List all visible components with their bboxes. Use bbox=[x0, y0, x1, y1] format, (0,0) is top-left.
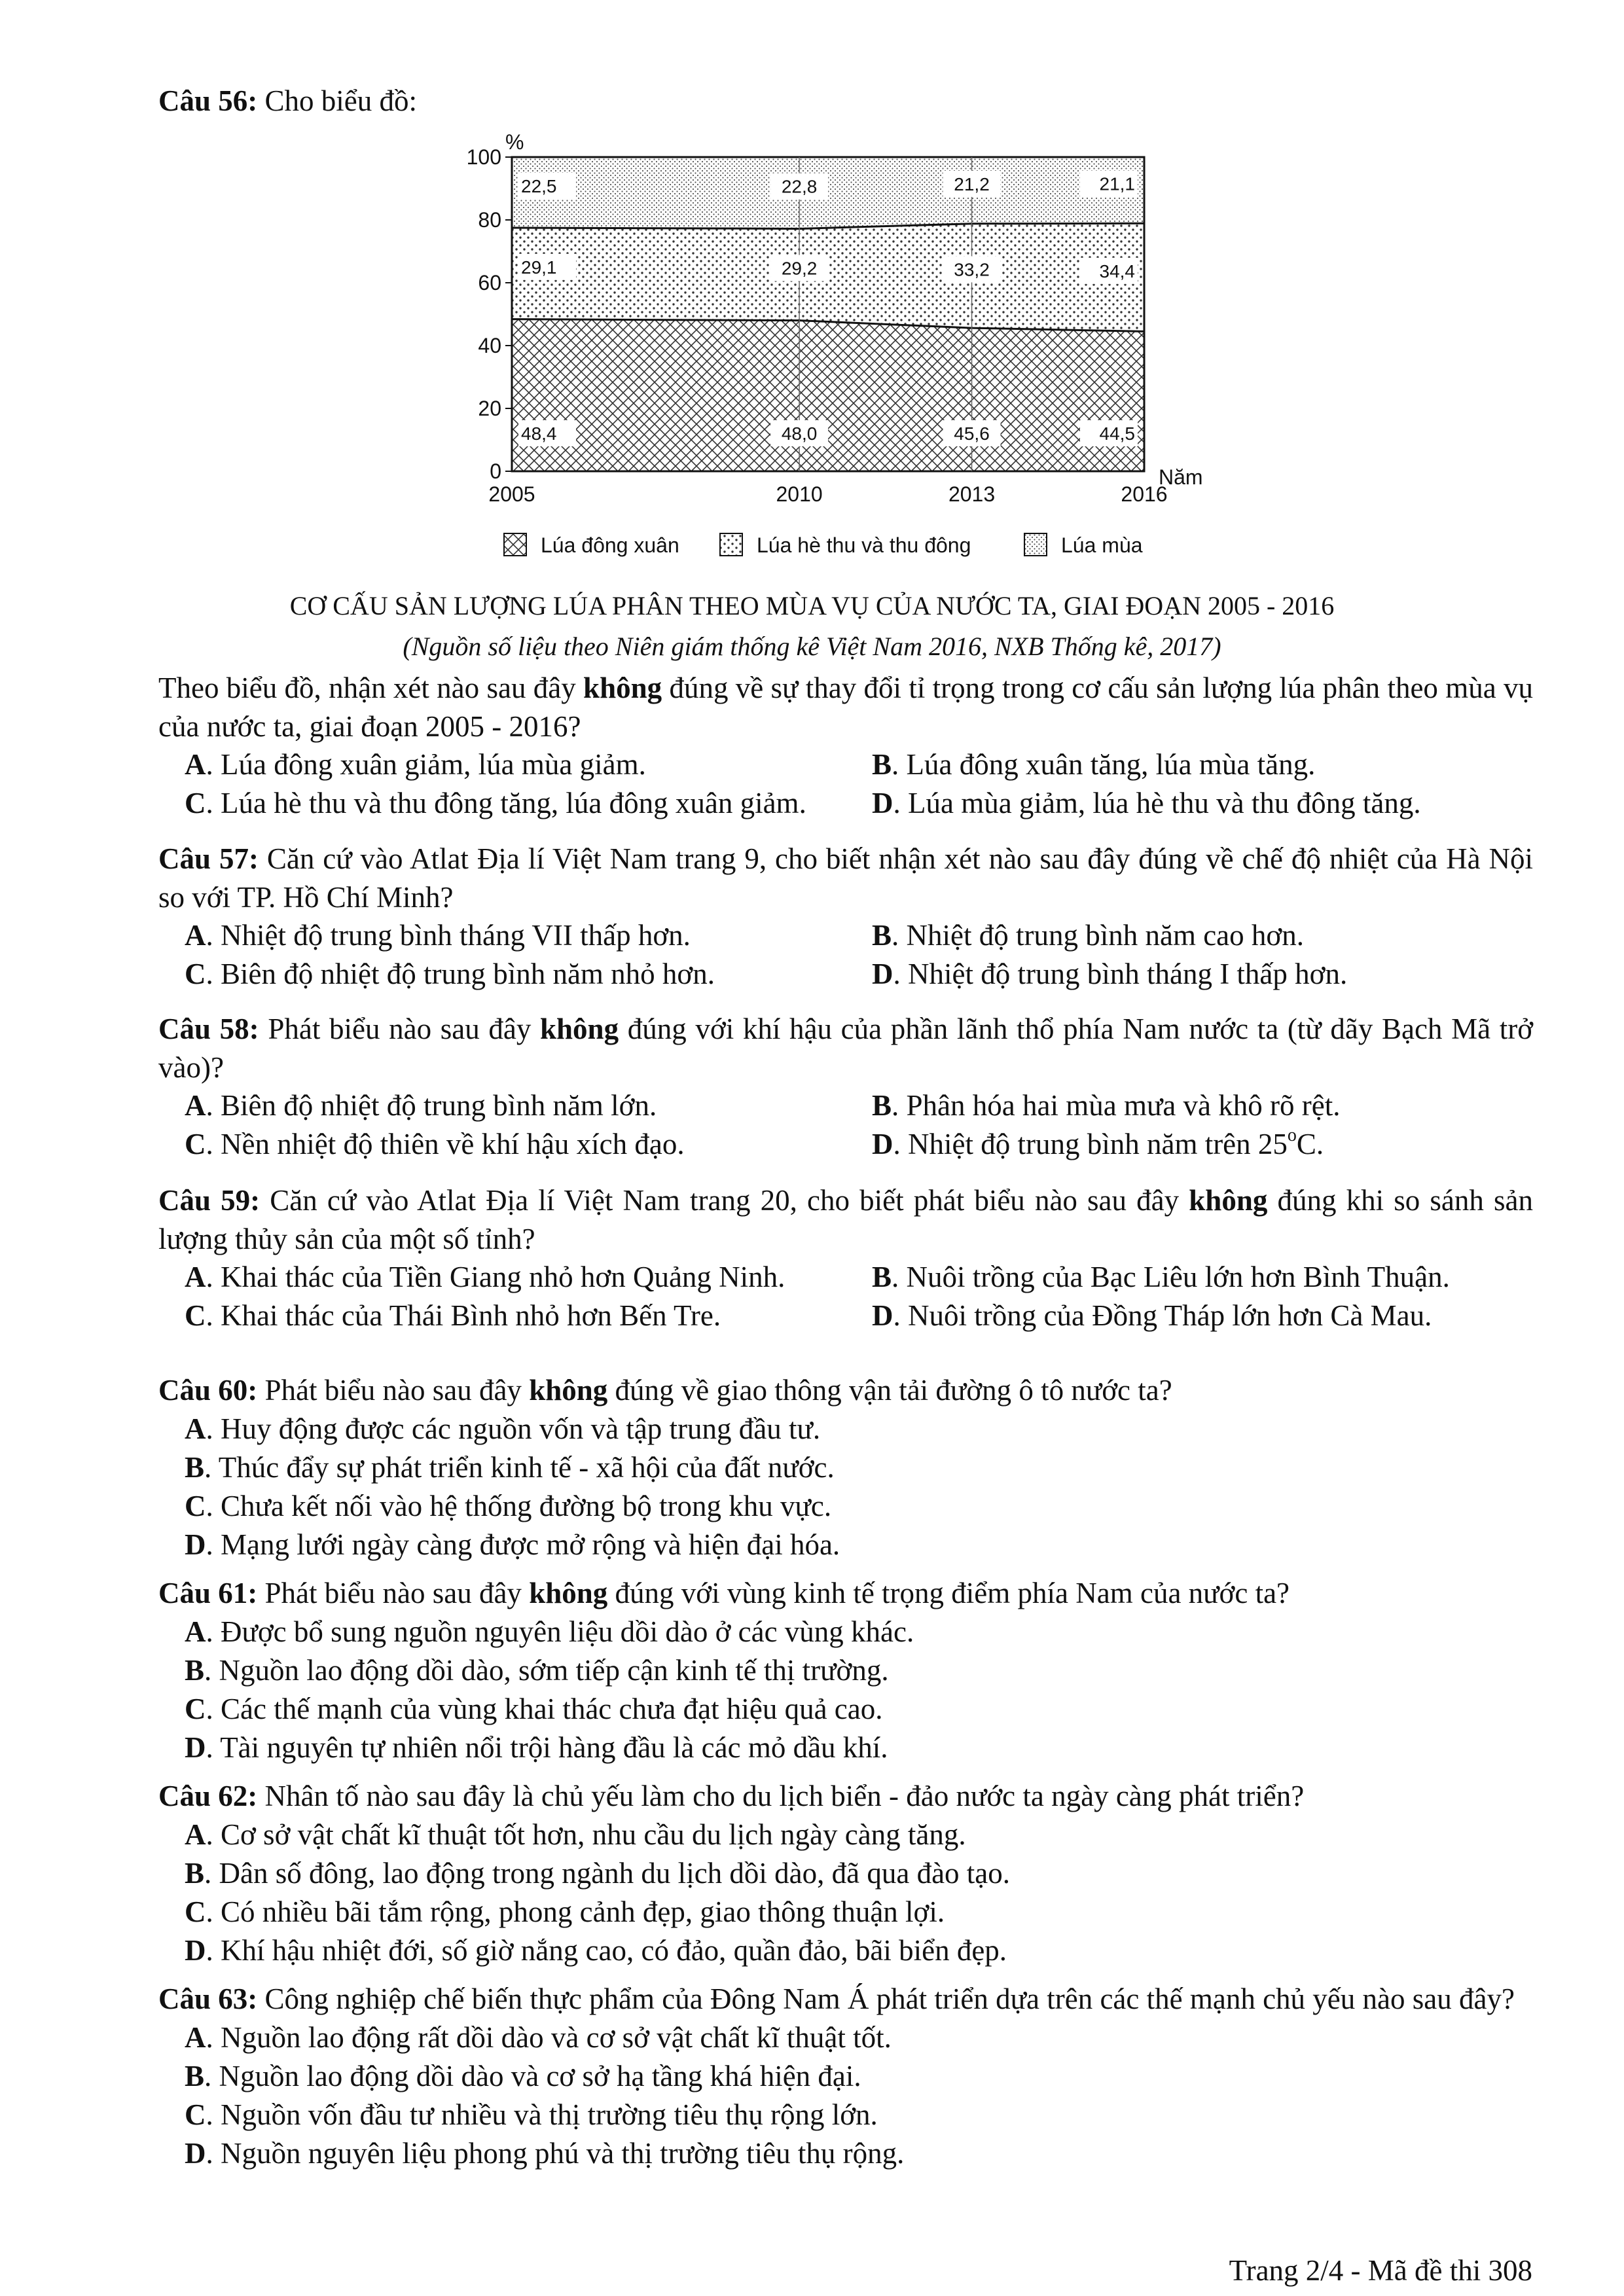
q60-option-c[interactable]: C. Chưa kết nối vào hệ thống đường bộ trong khu vực. bbox=[185, 1489, 832, 1522]
q61-number: Câu 61: bbox=[158, 1577, 258, 1609]
data-label: 22,8 bbox=[781, 176, 818, 197]
legend-swatch bbox=[720, 533, 742, 556]
option-letter: D bbox=[185, 1933, 206, 1967]
q60-stem-part2: đúng về giao thông vận tải đường ô tô nước ta? bbox=[615, 1374, 1172, 1407]
option-letter: D bbox=[185, 1731, 206, 1764]
q61-option-d[interactable]: D. Tài nguyên tự nhiên nổi trội hàng đầu là các mỏ dầu khí. bbox=[185, 1731, 888, 1764]
q56-option-b[interactable]: B. Lúa đông xuân tăng, lúa mùa tăng. bbox=[872, 748, 1316, 781]
option-text: Dân số đông, lao động trong ngành du lịch dồi dào, đã qua đào tạo. bbox=[219, 1856, 1011, 1890]
option-text: Nuôi trồng của Bạc Liêu lớn hơn Bình Thuận. bbox=[906, 1261, 1450, 1293]
option-letter: A bbox=[185, 1412, 206, 1445]
data-label: 29,1 bbox=[521, 257, 557, 278]
option-letter: C bbox=[185, 1895, 206, 1928]
q61-option-b[interactable]: B. Nguồn lao động dồi dào, sớm tiếp cận kinh tế thị trường. bbox=[185, 1653, 889, 1687]
option-letter: A bbox=[185, 1089, 206, 1122]
option-text: Các thế mạnh của vùng khai thác chưa đạt hiệu quả cao. bbox=[221, 1692, 883, 1725]
q58-option-d[interactable]: D. Nhiệt độ trung bình năm trên 25$^o$C. bbox=[872, 1125, 1324, 1160]
y-tick-label: 20 bbox=[478, 397, 501, 420]
option-letter: D bbox=[185, 2136, 206, 2170]
y-tick-label: 40 bbox=[478, 334, 501, 357]
option-letter: A bbox=[185, 748, 206, 781]
q62-option-a[interactable]: A. Cơ sở vật chất kĩ thuật tốt hơn, nhu cầu du lịch ngày càng tăng. bbox=[185, 1818, 966, 1851]
degree-sup: o bbox=[1287, 1125, 1297, 1145]
legend-label: Lúa hè thu và thu đông bbox=[757, 533, 971, 557]
q56-option-c[interactable]: C. Lúa hè thu và thu đông tăng, lúa đông xuân giảm. bbox=[185, 787, 806, 819]
option-text: Nền nhiệt độ thiên về khí hậu xích đạo. bbox=[221, 1128, 685, 1160]
option-letter: C bbox=[185, 2098, 206, 2131]
q61 bbox=[158, 1574, 1533, 1767]
option-text: Nguồn lao động dồi dào và cơ sở hạ tầng khá hiện đại. bbox=[219, 2059, 861, 2092]
option-letter: D bbox=[872, 1299, 893, 1332]
q59-number: Câu 59: bbox=[158, 1184, 261, 1217]
option-letter: C bbox=[185, 958, 206, 990]
q59-stem-part2: đúng khi so sánh sản lượng thủy sản của một số tỉnh? bbox=[158, 1184, 1534, 1255]
option-letter: A bbox=[185, 1261, 206, 1293]
q58-options-row1 bbox=[158, 1086, 1533, 1125]
q59-option-a[interactable]: A. Khai thác của Tiền Giang nhỏ hơn Quảng Ninh. bbox=[185, 1261, 785, 1293]
option-text: Nguồn lao động dồi dào, sớm tiếp cận kinh tế thị trường. bbox=[219, 1653, 889, 1687]
data-label: 34,4 bbox=[1099, 260, 1135, 281]
q57-options-row2 bbox=[158, 955, 1533, 994]
q63-stem-text: Công nghiệp chế biến thực phẩm của Đông Nam Á phát triển dựa trên các thế mạnh chủ yếu nào sau đây? bbox=[264, 1982, 1515, 2015]
q59-option-d[interactable]: D. Nuôi trồng của Đồng Tháp lớn hơn Cà Mau. bbox=[872, 1299, 1432, 1332]
option-text: Khí hậu nhiệt đới, số giờ nắng cao, có đảo, quần đảo, bãi biển đẹp. bbox=[221, 1933, 1007, 1967]
data-label: 48,0 bbox=[781, 423, 818, 444]
q60-stem bbox=[158, 1371, 1533, 1410]
option-letter: B bbox=[185, 1653, 205, 1687]
q60-option-a[interactable]: A. Huy động được các nguồn vốn và tập trung đầu tư. bbox=[185, 1412, 821, 1445]
option-letter: D bbox=[872, 787, 893, 819]
option-text: Lúa đông xuân tăng, lúa mùa tăng. bbox=[906, 748, 1316, 781]
q56-stem-bold: không bbox=[583, 672, 662, 704]
q62-stem bbox=[158, 1777, 1533, 1816]
q56-body bbox=[158, 669, 1533, 823]
q57-options-row1 bbox=[158, 916, 1533, 955]
q56-option-a[interactable]: A. Lúa đông xuân giảm, lúa mùa giảm. bbox=[185, 748, 646, 781]
data-label: 21,1 bbox=[1099, 173, 1135, 194]
q57 bbox=[158, 840, 1533, 994]
q59-stem-part1: Căn cứ vào Atlat Địa lí Việt Nam trang 20, cho biết phát biểu nào sau đây bbox=[270, 1184, 1180, 1217]
q59-stem-bold: không bbox=[1189, 1184, 1268, 1217]
option-text: Nuôi trồng của Đồng Tháp lớn hơn Cà Mau. bbox=[908, 1299, 1432, 1332]
option-letter: C bbox=[185, 1128, 206, 1160]
page-footer: Trang 2/4 - Mã đề thi 308 bbox=[1229, 2254, 1532, 2287]
q63-option-a[interactable]: A. Nguồn lao động rất dồi dào và cơ sở vật chất kĩ thuật tốt. bbox=[185, 2020, 892, 2054]
legend-swatch bbox=[504, 533, 526, 556]
option-letter: C bbox=[185, 1692, 206, 1725]
option-letter: B bbox=[872, 1261, 892, 1293]
option-text: Phân hóa hai mùa mưa và khô rõ rệt. bbox=[906, 1089, 1341, 1122]
q56-intro: Cho biểu đồ: bbox=[264, 84, 418, 117]
option-text: Nguồn lao động rất dồi dào và cơ sở vật chất kĩ thuật tốt. bbox=[221, 2020, 892, 2054]
option-text: Lúa mùa giảm, lúa hè thu và thu đông tăng. bbox=[908, 787, 1421, 819]
q63-option-d[interactable]: D. Nguồn nguyên liệu phong phú và thị trường tiêu thụ rộng. bbox=[185, 2136, 905, 2170]
q57-number: Câu 57: bbox=[158, 842, 259, 875]
option-letter: C bbox=[185, 787, 206, 819]
data-label: 21,2 bbox=[954, 173, 990, 194]
chart-legend bbox=[504, 533, 1143, 557]
q60-option-d[interactable]: D. Mạng lưới ngày càng được mở rộng và hiện đại hóa. bbox=[185, 1528, 840, 1561]
q61-stem-part1: Phát biểu nào sau đây bbox=[264, 1577, 522, 1609]
q60-option-b[interactable]: B. Thúc đẩy sự phát triển kinh tế - xã hội của đất nước. bbox=[185, 1450, 835, 1484]
option-letter: A bbox=[185, 1818, 206, 1851]
q58-option-c[interactable]: C. Nền nhiệt độ thiên về khí hậu xích đạo. bbox=[185, 1128, 685, 1160]
data-label: 29,2 bbox=[781, 258, 818, 279]
x-tick-label: 2005 bbox=[488, 482, 535, 506]
q59-stem bbox=[158, 1181, 1533, 1258]
q62-option-b[interactable]: B. Dân số đông, lao động trong ngành du lịch dồi dào, đã qua đào tạo. bbox=[185, 1856, 1011, 1890]
legend-swatch bbox=[1024, 533, 1047, 556]
option-letter: D bbox=[872, 1128, 893, 1160]
y-tick-label: 80 bbox=[478, 208, 501, 232]
q60-number: Câu 60: bbox=[158, 1374, 258, 1407]
q62 bbox=[158, 1777, 1533, 1970]
y-tick-label: 100 bbox=[466, 145, 501, 169]
option-text: Được bổ sung nguồn nguyên liệu dồi dào ở các vùng khác. bbox=[221, 1615, 914, 1648]
y-tick-label: 60 bbox=[478, 271, 501, 295]
legend-label: Lúa mùa bbox=[1061, 533, 1143, 557]
q62-number: Câu 62: bbox=[158, 1780, 258, 1812]
rice-structure-chart bbox=[0, 0, 1624, 589]
q56-option-d[interactable]: D. Lúa mùa giảm, lúa hè thu và thu đông tăng. bbox=[872, 787, 1421, 819]
q57-option-a[interactable]: A. Nhiệt độ trung bình tháng VII thấp hơn. bbox=[185, 919, 691, 952]
q57-stem bbox=[158, 840, 1533, 916]
option-letter: B bbox=[185, 2059, 205, 2092]
option-text: Nhiệt độ trung bình năm trên 25 bbox=[908, 1128, 1288, 1160]
option-text: Chưa kết nối vào hệ thống đường bộ trong khu vực. bbox=[221, 1489, 832, 1522]
q58-stem bbox=[158, 1010, 1533, 1086]
x-tick-label: 2013 bbox=[948, 482, 996, 506]
q61-stem-part2: đúng với vùng kinh tế trọng điểm phía Nam của nước ta? bbox=[615, 1577, 1290, 1609]
q60-stem-part1: Phát biểu nào sau đây bbox=[264, 1374, 522, 1407]
q56-options-row2 bbox=[158, 784, 1533, 823]
q62-stem-text: Nhân tố nào sau đây là chủ yếu làm cho du lịch biển - đảo nước ta ngày càng phát triển? bbox=[264, 1780, 1305, 1812]
option-letter: B bbox=[185, 1450, 205, 1484]
option-text: Nguồn nguyên liệu phong phú và thị trường tiêu thụ rộng. bbox=[221, 2136, 905, 2170]
q63-number: Câu 63: bbox=[158, 1982, 258, 2015]
option-letter: D bbox=[185, 1528, 206, 1561]
x-tick-label: 2010 bbox=[776, 482, 823, 506]
q62-option-c[interactable]: C. Có nhiều bãi tắm rộng, phong cảnh đẹp, giao thông thuận lợi. bbox=[185, 1895, 945, 1928]
option-text: Nhiệt độ trung bình năm cao hơn. bbox=[906, 919, 1304, 952]
option-text: Lúa hè thu và thu đông tăng, lúa đông xuân giảm. bbox=[221, 787, 806, 819]
q62-option-d[interactable]: D. Khí hậu nhiệt đới, số giờ nắng cao, có đảo, quần đảo, bãi biển đẹp. bbox=[185, 1933, 1007, 1967]
q59 bbox=[158, 1181, 1533, 1335]
option-text: Tài nguyên tự nhiên nổi trội hàng đầu là các mỏ dầu khí. bbox=[220, 1731, 888, 1764]
data-label: 45,6 bbox=[954, 423, 990, 444]
q59-option-c[interactable]: C. Khai thác của Thái Bình nhỏ hơn Bến Tre. bbox=[185, 1299, 721, 1332]
q59-options-row1 bbox=[158, 1258, 1533, 1297]
option-letter: B bbox=[872, 1089, 892, 1122]
legend-label: Lúa đông xuân bbox=[541, 533, 679, 557]
option-text: Huy động được các nguồn vốn và tập trung đầu tư. bbox=[221, 1412, 821, 1445]
q56-stem-part2: đúng về sự thay đổi tỉ trọng trong cơ cấu sản lượng lúa phân theo mùa vụ của nước ta, giai đoạn 2005 - 2016? bbox=[158, 672, 1534, 743]
q56-stem bbox=[158, 669, 1533, 745]
chart-caption: CƠ CẤU SẢN LƯỢNG LÚA PHÂN THEO MÙA VỤ CỦA NƯỚC TA, GIAI ĐOẠN 2005 - 2016 bbox=[289, 591, 1335, 620]
option-letter: A bbox=[185, 919, 206, 952]
option-letter: B bbox=[872, 919, 892, 952]
option-letter: B bbox=[872, 748, 892, 781]
option-text: Mạng lưới ngày càng được mở rộng và hiện đại hóa. bbox=[221, 1528, 840, 1561]
y-tick-label: 0 bbox=[490, 459, 501, 483]
q58-stem-part1: Phát biểu nào sau đây bbox=[268, 1013, 532, 1045]
q63 bbox=[158, 1980, 1533, 2173]
data-label: 48,4 bbox=[521, 423, 557, 444]
option-text: Thúc đẩy sự phát triển kinh tế - xã hội của đất nước. bbox=[218, 1450, 835, 1484]
option-text: Nguồn vốn đầu tư nhiều và thị trường tiêu thụ rộng lớn. bbox=[221, 2098, 878, 2131]
option-letter: B bbox=[185, 1856, 205, 1890]
option-letter: C bbox=[185, 1489, 206, 1522]
option-text: Nhiệt độ trung bình tháng I thấp hơn. bbox=[908, 958, 1348, 990]
option-text: Khai thác của Thái Bình nhỏ hơn Bến Tre. bbox=[221, 1299, 721, 1332]
q63-option-b[interactable]: B. Nguồn lao động dồi dào và cơ sở hạ tầng khá hiện đại. bbox=[185, 2059, 861, 2092]
q60-stem-bold: không bbox=[529, 1374, 608, 1407]
option-text: Cơ sở vật chất kĩ thuật tốt hơn, nhu cầu du lịch ngày càng tăng. bbox=[221, 1818, 966, 1851]
q63-stem bbox=[158, 1980, 1533, 2018]
q58-stem-bold: không bbox=[540, 1013, 619, 1045]
q61-stem-bold: không bbox=[529, 1577, 608, 1609]
q60 bbox=[158, 1371, 1533, 1564]
q59-option-b[interactable]: B. Nuôi trồng của Bạc Liêu lớn hơn Bình Thuận. bbox=[872, 1261, 1450, 1293]
q58-option-b[interactable]: B. Phân hóa hai mùa mưa và khô rõ rệt. bbox=[872, 1089, 1341, 1122]
q58-option-a[interactable]: A. Biên độ nhiệt độ trung bình năm lớn. bbox=[185, 1089, 657, 1122]
option-text: Lúa đông xuân giảm, lúa mùa giảm. bbox=[221, 748, 646, 781]
q56-stem-part1: Theo biểu đồ, nhận xét nào sau đây bbox=[158, 672, 576, 704]
q57-option-d[interactable]: D. Nhiệt độ trung bình tháng I thấp hơn. bbox=[872, 958, 1348, 990]
option-text: Khai thác của Tiền Giang nhỏ hơn Quảng Ninh. bbox=[221, 1261, 785, 1293]
q58-number: Câu 58: bbox=[158, 1013, 259, 1045]
data-label: 44,5 bbox=[1099, 423, 1135, 444]
q57-option-b[interactable]: B. Nhiệt độ trung bình năm cao hơn. bbox=[872, 919, 1304, 952]
x-tick-label: 2016 bbox=[1121, 482, 1168, 506]
q61-option-a[interactable]: A. Được bổ sung nguồn nguyên liệu dồi dào ở các vùng khác. bbox=[185, 1615, 914, 1648]
q56-options-row1 bbox=[158, 745, 1533, 784]
q63-option-c[interactable]: C. Nguồn vốn đầu tư nhiều và thị trường tiêu thụ rộng lớn. bbox=[185, 2098, 878, 2131]
q59-options-row2 bbox=[158, 1297, 1533, 1335]
option-letter: A bbox=[185, 1615, 206, 1648]
q56-number: Câu 56: bbox=[158, 84, 258, 117]
option-text: Có nhiều bãi tắm rộng, phong cảnh đẹp, giao thông thuận lợi. bbox=[221, 1895, 945, 1928]
q61-option-c[interactable]: C. Các thế mạnh của vùng khai thác chưa đạt hiệu quả cao. bbox=[185, 1692, 883, 1725]
q61-stem bbox=[158, 1574, 1533, 1613]
option-text: Biên độ nhiệt độ trung bình năm lớn. bbox=[221, 1089, 657, 1122]
q58-stem-part2: đúng với khí hậu của phần lãnh thổ phía Nam nước ta (từ dãy Bạch Mã trở vào)? bbox=[158, 1013, 1534, 1084]
q57-stem-text: Căn cứ vào Atlat Địa lí Việt Nam trang 9, cho biết nhận xét nào sau đây đúng về chế độ nhiệt của Hà Nội so với TP. Hồ Chí Minh? bbox=[158, 842, 1533, 914]
data-label: 33,2 bbox=[954, 259, 990, 280]
series-area-1 bbox=[512, 319, 1144, 471]
option-text: Nhiệt độ trung bình tháng VII thấp hơn. bbox=[221, 919, 691, 952]
option-letter: C bbox=[185, 1299, 206, 1332]
option-text: Biên độ nhiệt độ trung bình năm nhỏ hơn. bbox=[221, 958, 715, 990]
option-letter: D bbox=[872, 958, 893, 990]
q57-option-c[interactable]: C. Biên độ nhiệt độ trung bình năm nhỏ hơn. bbox=[185, 958, 715, 990]
option-text-end: C. bbox=[1296, 1128, 1324, 1160]
q58 bbox=[158, 1010, 1533, 1164]
q58-options-row2 bbox=[158, 1125, 1533, 1164]
data-label: 22,5 bbox=[521, 176, 557, 196]
chart-source: (Nguồn số liệu theo Niên giám thống kê Việt Nam 2016, NXB Thống kê, 2017) bbox=[403, 632, 1221, 661]
x-axis-label: Năm bbox=[1159, 465, 1203, 489]
option-letter: A bbox=[185, 2020, 206, 2054]
y-axis-label: % bbox=[505, 130, 524, 154]
